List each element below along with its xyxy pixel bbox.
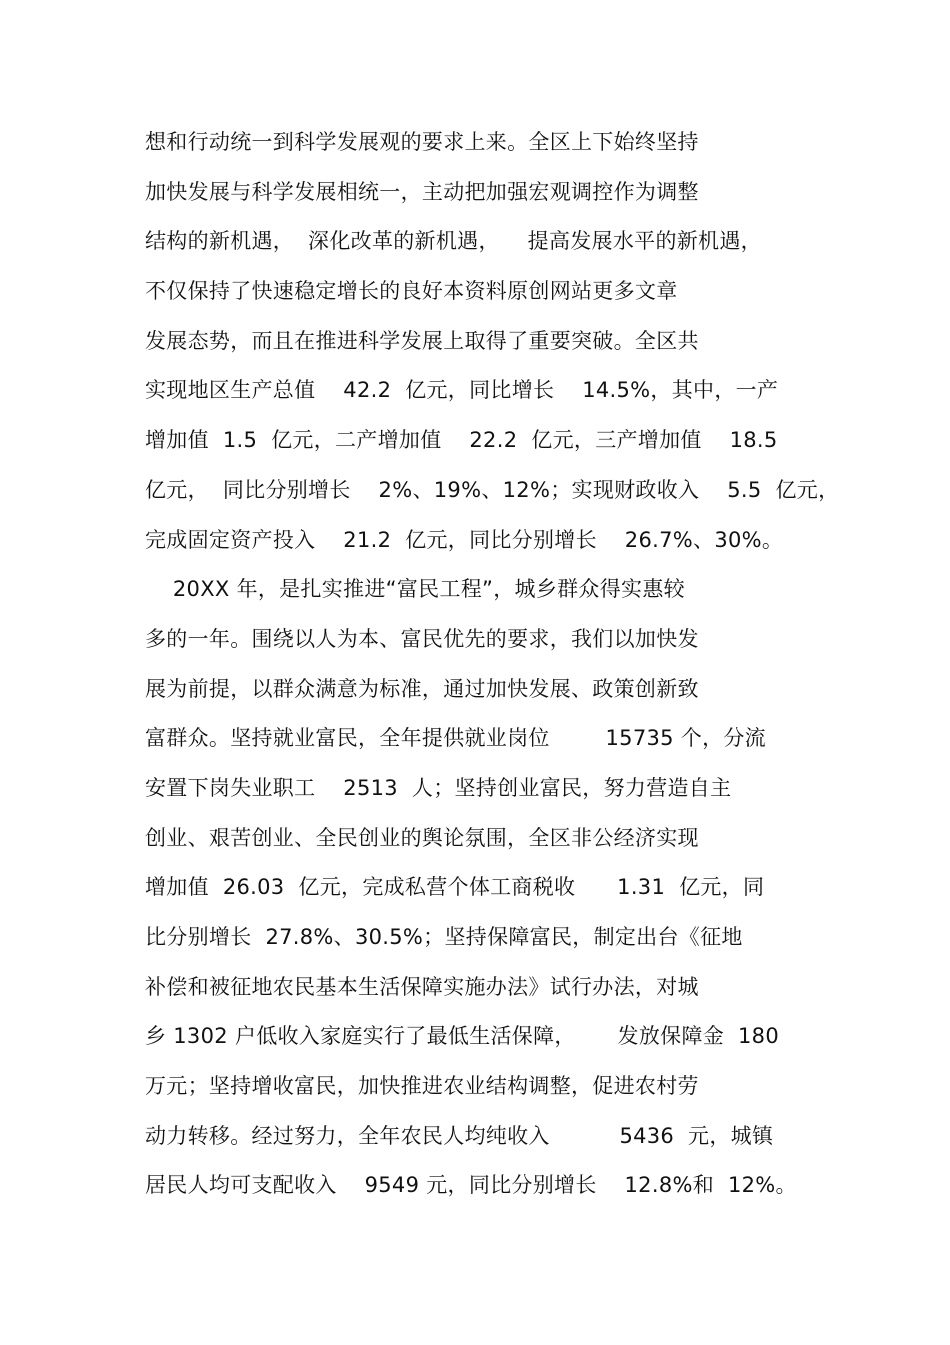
text-line: 动力转移。经过努力，全年农民人均纯收入 5436 元，城镇 [145,1123,774,1148]
text-line: 多的一年。围绕以人为本、富民优先的要求，我们以加快发 [145,626,699,651]
text-line: 增加值 26.03 亿元，完成私营个体工商税收 1.31 亿元，同 [145,875,765,900]
text-line: 实现地区生产总值 42.2 亿元，同比增长 14.5%，其中，一产 [145,378,779,403]
text-line: 比分别增长 27.8%、30.5%；坚持保障富民，制定出台《征地 [145,925,743,949]
text-line: 创业、艰苦创业、全民创业的舆论氛围，全区非公经济实现 [145,825,699,850]
text-line: 万元；坚持增收富民，加快推进农业结构调整，促进农村劳 [145,1074,699,1099]
text-line: 亿元， 同比分别增长 2%、19%、12%；实现财政收入 5.5 亿元， [145,477,840,502]
body-text [145,122,840,1215]
text-line: 加快发展与科学发展相统一，主动把加强宏观调控作为调整 [145,179,699,204]
text-line: 乡 1302 户低收入家庭实行了最低生活保障， 发放保障金 180 [145,1024,779,1049]
text-line: 居民人均可支配收入 9549 元，同比分别增长 12.8%和 12%。 [145,1173,797,1198]
text-line: 20XX 年，是扎实推进“富民工程”，城乡群众得实惠较 [145,577,685,602]
text-line: 结构的新机遇， 深化改革的新机遇， 提高发展水平的新机遇， [145,229,762,254]
text-line: 完成固定资产投入 21.2 亿元，同比分别增长 26.7%、30%。 [145,527,784,552]
text-line: 不仅保持了快速稳定增长的良好本资料原创网站更多文章 [145,279,678,304]
text-line: 增加值 1.5 亿元，二产增加值 22.2 亿元，三产增加值 18.5 [145,428,778,453]
text-line: 想和行动统一到科学发展观的要求上来。全区上下始终坚持 [145,130,699,154]
text-line: 补偿和被征地农民基本生活保障实施办法》试行办法，对城 [145,974,699,999]
text-line: 富群众。坚持就业富民，全年提供就业岗位 15735 个，分流 [145,726,766,751]
text-line: 安置下岗失业职工 2513 人；坚持创业富民，努力营造自主 [145,775,732,800]
text-line: 展为前提，以群众满意为标准，通过加快发展、政策创新致 [145,676,699,701]
text-line: 发展态势，而且在推进科学发展上取得了重要突破。全区共 [145,328,699,353]
